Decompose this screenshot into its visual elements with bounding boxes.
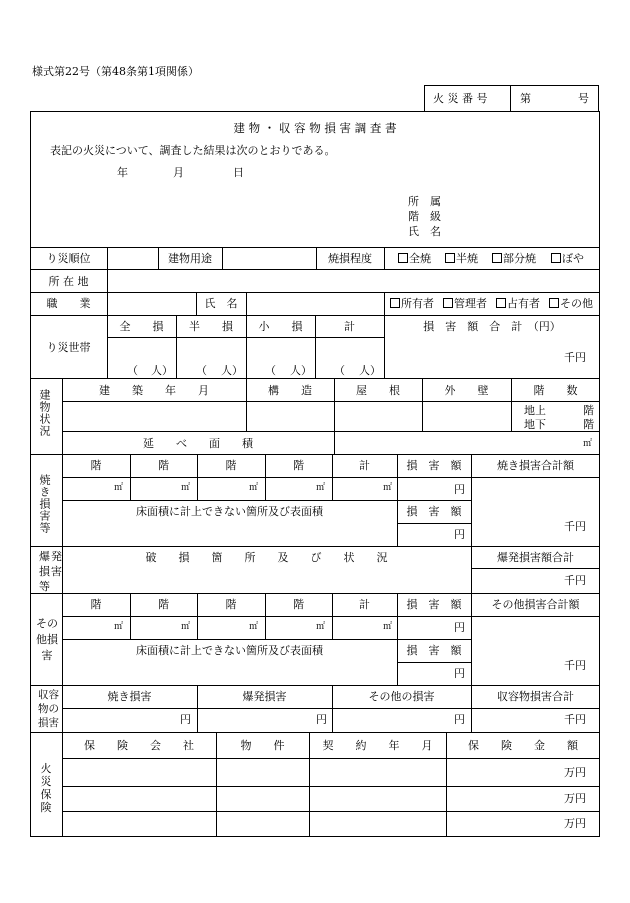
- signer-affiliation: 所 属: [408, 195, 441, 208]
- fire-insurance-label: 火災保険: [40, 762, 52, 814]
- households-label: り災世帯: [46, 341, 91, 354]
- households-col-half-loss: 半 損: [189, 320, 233, 333]
- building-usage-label: 建物用途: [168, 252, 212, 265]
- burn-option-partial[interactable]: 部分焼: [492, 253, 536, 264]
- households-damage-unit: 千円: [564, 351, 586, 364]
- owner-type-manager[interactable]: 管理者: [443, 298, 487, 309]
- owner-type-occupant[interactable]: 占有者: [496, 298, 540, 309]
- form-id: 様式第22号（第48条第1項関係）: [32, 65, 199, 78]
- households-col-small-loss: 小 損: [258, 320, 303, 333]
- explosion-damage-label: 爆発損害等: [39, 550, 63, 593]
- signer-rank: 階 級: [408, 210, 441, 223]
- other-sum-label: その他損害合計額: [491, 598, 580, 611]
- owner-type-other[interactable]: その他: [549, 298, 593, 309]
- explosion-sum-label: 爆発損害額合計: [497, 551, 574, 564]
- burn-degree-label: 焼損程度: [328, 252, 372, 265]
- owner-type-owner[interactable]: 所有者: [390, 298, 434, 309]
- contents-damage-label: 収容物の損害: [38, 689, 59, 729]
- households-col-total-loss: 全 損: [119, 320, 164, 333]
- floors-below-label: 地下: [524, 418, 546, 431]
- burn-option-full[interactable]: 全焼: [398, 253, 431, 264]
- other-damage-label: その他損害: [36, 617, 58, 662]
- households-damage-total-label: 損 害 額 合 計 （円）: [423, 320, 561, 333]
- fire-number-go: 号: [578, 92, 589, 105]
- fire-number-dai: 第: [520, 92, 531, 105]
- burn-option-small[interactable]: ぼや: [551, 253, 584, 264]
- explosion-description-label: 破 損 箇 所 及 び 状 況: [145, 551, 388, 564]
- occupation-label: 職 業: [46, 297, 91, 310]
- form-title: 建 物 ・ 収 容 物 損 害 調 査 書: [233, 121, 397, 135]
- floors-above-label: 地上: [524, 404, 546, 417]
- occupant-name-label: 氏 名: [204, 297, 238, 310]
- burn-option-half[interactable]: 半焼: [445, 253, 478, 264]
- disaster-order-label: り災順位: [46, 252, 91, 265]
- form-frame: [30, 111, 600, 837]
- fire-number-label: 火 災 番 号: [433, 92, 488, 105]
- floor-area-label: 延 べ 面 積: [143, 437, 253, 450]
- building-status-label: 建物状況: [38, 389, 51, 437]
- date-day: 日: [233, 166, 244, 179]
- burn-sum-label: 焼き損害合計額: [497, 459, 574, 472]
- signer-name: 氏 名: [408, 225, 441, 238]
- date-month: 月: [173, 166, 184, 179]
- date-year: 年: [117, 166, 128, 179]
- intro-text: 表記の火災について、調査した結果は次のとおりである。: [50, 144, 336, 157]
- households-col-sum: 計: [344, 320, 355, 333]
- location-label: 所 在 地: [48, 275, 89, 288]
- burn-damage-label: 焼き損害等: [38, 474, 51, 534]
